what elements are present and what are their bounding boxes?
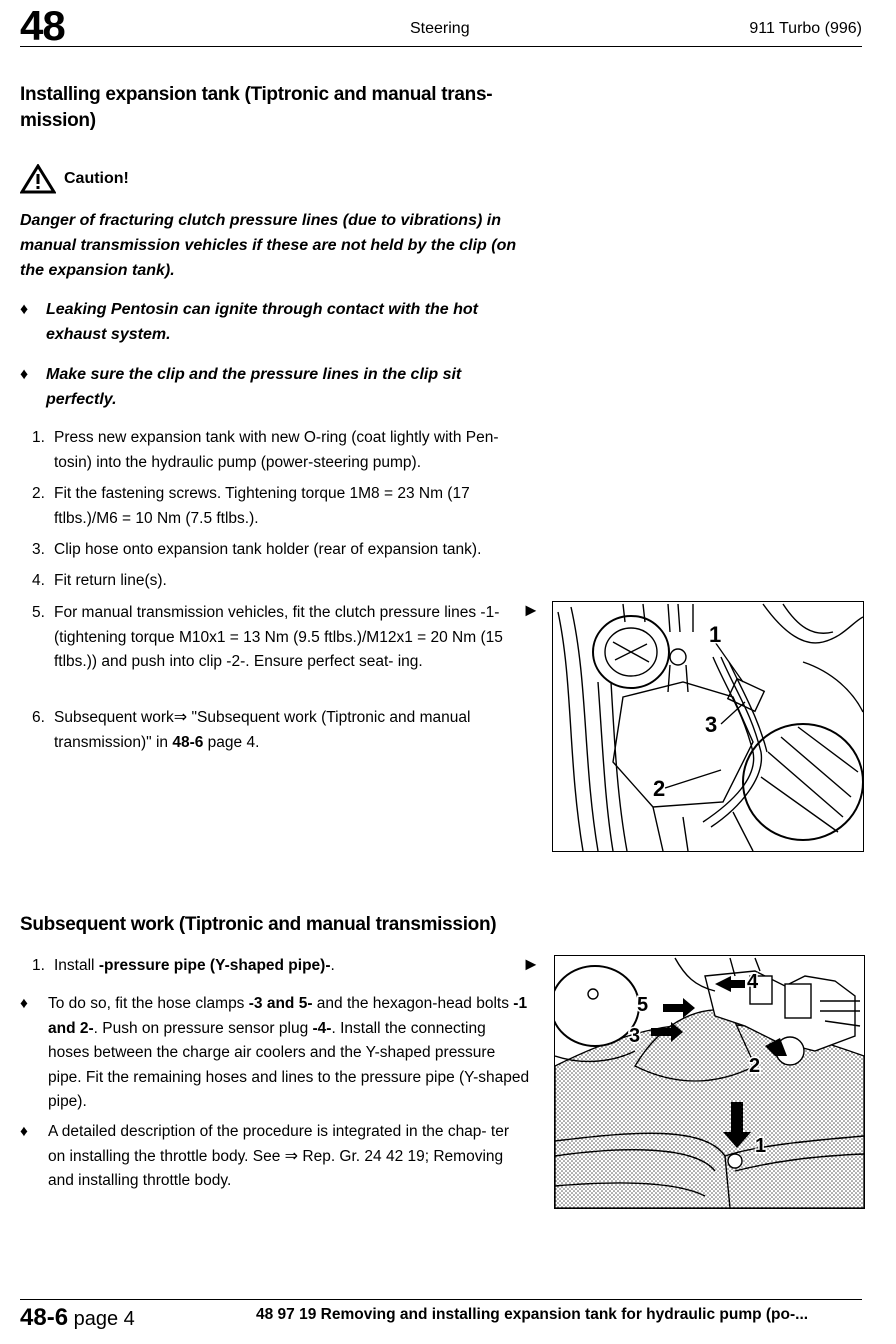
text-part: To do so, fit the hose clamps	[48, 995, 249, 1012]
step-text-part: "Subsequent work (Tiptronic and manual transmission)" in	[54, 709, 471, 751]
header-title: Steering	[410, 20, 470, 37]
section-heading-install: Installing expansion tank (Tiptronic and manual trans- mission)	[20, 84, 493, 131]
step-item	[32, 954, 522, 979]
sub-bullet-text	[48, 992, 530, 1115]
step-item	[32, 426, 522, 475]
bullet-icon: ♦	[20, 366, 29, 383]
figure-callout: 2	[749, 1055, 761, 1077]
section-heading-subsequent: Subsequent work (Tiptronic and manual transmission)	[20, 914, 497, 935]
caution-bullet-text: Leaking Pentosin can ignite through contact with the hot exhaust system.	[46, 301, 479, 343]
header-model: 911 Turbo (996)	[749, 20, 862, 37]
bullet-icon: ♦	[20, 301, 29, 318]
step-item	[32, 706, 522, 755]
caution-text: Danger of fracturing clutch pressure lines (due to vibrations) in manual transmission vehicles if these are not held by the clip (on the expansion tank).	[20, 212, 517, 279]
step-number: 5.	[32, 604, 45, 621]
step-text	[54, 954, 335, 979]
text-part: A detailed description of the procedure is integrated in the chap- ter on installing the throttle body. See	[48, 1123, 509, 1165]
footer-doc-title: 48 97 19 Removing and installing expansion tank for hydraulic pump (po-...	[256, 1306, 809, 1323]
step-number: 1.	[32, 957, 45, 974]
figure-pointer-icon: ►	[522, 954, 540, 974]
step-text	[54, 706, 522, 755]
step-text-part: .	[330, 957, 335, 974]
figure-callout: 3	[705, 712, 718, 737]
step-text-part: Install	[54, 957, 99, 974]
text-part: . Push on pressure sensor plug	[93, 1019, 313, 1037]
engine-illustration-1	[553, 602, 863, 851]
text-bold: -4-	[312, 1019, 332, 1037]
figure-callout: 3	[629, 1025, 641, 1047]
step-item	[32, 538, 522, 563]
step-item	[32, 482, 522, 531]
figure-callout: 2	[653, 776, 666, 801]
figure-callout: 5	[637, 994, 649, 1016]
sub-bullet	[20, 1120, 530, 1194]
sub-bullet	[20, 992, 530, 1115]
step-number: 2.	[32, 485, 45, 502]
engine-illustration-2	[555, 956, 864, 1208]
step-number: 3.	[32, 541, 45, 558]
footer-page-word: page 4	[68, 1308, 135, 1330]
step-text-part: Subsequent work	[54, 709, 174, 726]
caution-row	[20, 164, 129, 194]
text-bold: -3 and 5-	[248, 995, 313, 1012]
chapter-number: 48	[20, 2, 65, 49]
header-rule	[20, 46, 862, 47]
step-number: 1.	[32, 429, 45, 446]
step-item	[32, 601, 522, 675]
footer-rule	[20, 1299, 862, 1300]
step-item	[32, 569, 522, 594]
caution-bullet-text: Make sure the clip and the pressure lines in the clip sit perfectly.	[46, 366, 462, 408]
step-number: 4.	[32, 572, 45, 589]
figure-callout: 1	[709, 622, 722, 647]
bullet-icon: ♦	[20, 1123, 28, 1140]
figure-callout: 4	[747, 971, 759, 993]
figure-pointer-icon: ►	[522, 600, 540, 620]
figure-clutch-pressure-lines	[552, 601, 864, 852]
step-text: Fit return line(s).	[54, 572, 167, 589]
figure-callout: 1	[755, 1135, 767, 1157]
text-part: and the hexagon-head bolts	[312, 995, 514, 1012]
warning-triangle-icon	[20, 164, 56, 194]
sub-bullet-text	[48, 1120, 530, 1194]
figure-pressure-pipe	[554, 955, 865, 1209]
text-bold: -1 and 2-	[48, 995, 528, 1037]
text-part: . Install the connecting hoses between the charge air coolers and the Y-shaped pressure pipe. Fit the remaining hoses and lines to the pressure pipe (Y-shaped pipe).	[48, 1019, 530, 1110]
bullet-icon: ♦	[20, 995, 28, 1012]
step-text-bold: -pressure pipe (Y-shaped pipe)-	[98, 957, 331, 974]
footer-page	[20, 1304, 135, 1332]
caution-label: Caution!	[64, 170, 129, 187]
caution-bullet	[20, 362, 520, 412]
step-text: Press new expansion tank with new O-ring (coat lightly with Pen- tosin) into the hydraulic pump (power-steering pump).	[54, 429, 499, 471]
step-text: For manual transmission vehicles, fit the clutch pressure lines -1- (tightening torque M10x1 = 13 Nm (9.5 ftlbs.)/M12x1 = 20 Nm (15 ftlbs.)) and push into clip -2-. Ensure perfect seat- ing.	[54, 604, 503, 670]
text-part[interactable]: Rep. Gr. 24 42 19; Removing and installing throttle body.	[48, 1147, 504, 1189]
step-number: 6.	[32, 709, 45, 726]
step-text: Fit the fastening screws. Tightening torque 1M8 = 23 Nm (17 ftlbs.)/M6 = 10 Nm (7.5 ftlbs.).	[54, 485, 470, 527]
step-text-part: page 4.	[203, 733, 260, 751]
step-text: Clip hose onto expansion tank holder (rear of expansion tank).	[54, 541, 482, 558]
cross-reference-arrow-icon: ⇒	[284, 1147, 299, 1165]
page-reference-link[interactable]: 48-6	[172, 733, 204, 751]
footer-page-ref: 48-6	[20, 1304, 69, 1331]
caution-bullet	[20, 297, 520, 347]
cross-reference-arrow-icon: ⇒	[173, 709, 188, 726]
